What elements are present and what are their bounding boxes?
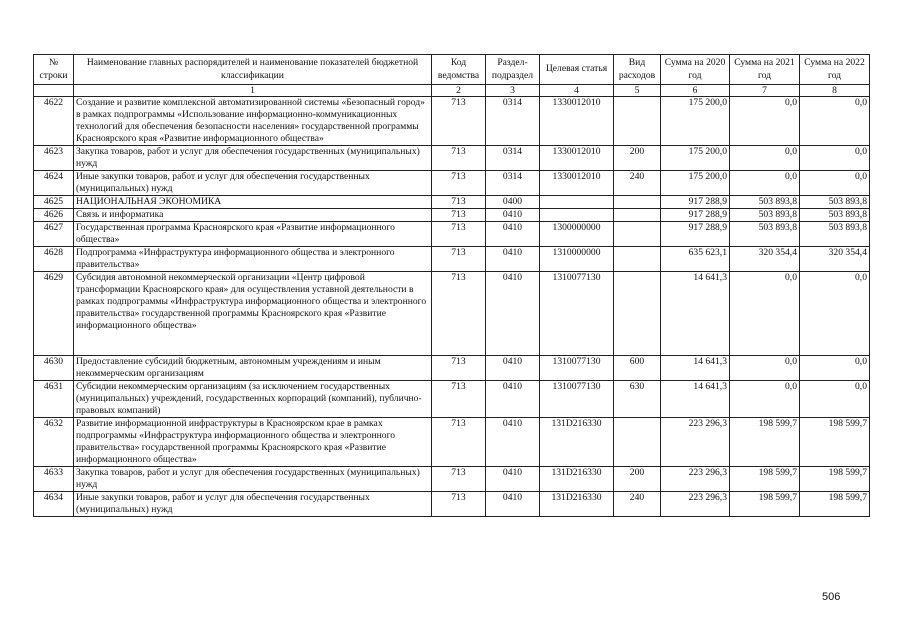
header-sum-2021: Сумма на 2021 год [730,55,800,85]
row-section: 0314 [486,97,540,146]
header-target-article: Целевая статья [540,55,614,85]
row-sum-2021: 0,0 [730,381,800,418]
column-number: 2 [432,85,486,97]
header-dept-code: Код ведомства [432,55,486,85]
row-dept-code: 713 [432,356,486,381]
row-section: 0314 [486,171,540,196]
row-expense-type [614,247,661,272]
row-dept-code: 713 [432,467,486,492]
column-number: 4 [540,85,614,97]
row-number: 4623 [34,146,74,171]
row-number: 4622 [34,97,74,146]
row-number: 4633 [34,467,74,492]
row-dept-code: 713 [432,171,486,196]
row-name: Подпрограмма «Инфраструктура информационного общества и электронного правительства» [74,247,432,272]
row-target-article [540,196,614,209]
row-sum-2022: 0,0 [800,381,870,418]
table-row [34,222,870,247]
row-section: 0410 [486,492,540,517]
row-number: 4630 [34,356,74,381]
row-section: 0410 [486,209,540,222]
row-expense-type: 240 [614,492,661,517]
row-sum-2021: 0,0 [730,171,800,196]
row-target-article: 1310077130 [540,356,614,381]
header-section: Раздел-подраздел [486,55,540,85]
header-expense-type: Вид расходов [614,55,661,85]
column-number [34,85,74,97]
column-number: 3 [486,85,540,97]
row-sum-2021: 0,0 [730,146,800,171]
row-sum-2020: 635 623,1 [661,247,730,272]
row-sum-2021: 320 354,4 [730,247,800,272]
row-sum-2020: 917 288,9 [661,222,730,247]
row-name: Создание и развитие комплексной автоматизированной системы «Безопасный город» в рамках подпрограммы «Использование информационно-коммуникационных технологий для обеспечения безопасности населения» государственной программы Красноярского края «Развитие информационного общества» [74,97,432,146]
row-number: 4625 [34,196,74,209]
row-sum-2021: 198 599,7 [730,467,800,492]
row-name: Государственная программа Красноярского края «Развитие информационного общества» [74,222,432,247]
row-number: 4628 [34,247,74,272]
column-number: 1 [74,85,432,97]
table-row [34,209,870,222]
row-sum-2020: 14 641,3 [661,381,730,418]
row-target-article: 131D216330 [540,467,614,492]
row-sum-2020: 223 296,3 [661,418,730,467]
row-sum-2022: 198 599,7 [800,467,870,492]
row-name: Иные закупки товаров, работ и услуг для обеспечения государственных (муниципальных) нужд [74,492,432,517]
row-sum-2020: 223 296,3 [661,492,730,517]
row-target-article: 1310077130 [540,381,614,418]
table-row [34,171,870,196]
column-number: 5 [614,85,661,97]
row-expense-type [614,272,661,356]
row-section: 0410 [486,418,540,467]
row-number: 4634 [34,492,74,517]
row-number: 4629 [34,272,74,356]
table-row [34,467,870,492]
row-number: 4632 [34,418,74,467]
row-target-article: 1310077130 [540,272,614,356]
row-sum-2021: 198 599,7 [730,492,800,517]
row-sum-2020: 917 288,9 [661,196,730,209]
row-section: 0400 [486,196,540,209]
table-row [34,196,870,209]
row-sum-2022: 503 893,8 [800,196,870,209]
row-sum-2020: 917 288,9 [661,209,730,222]
row-target-article: 1310000000 [540,247,614,272]
table-row [34,418,870,467]
row-section: 0410 [486,467,540,492]
row-name: Иные закупки товаров, работ и услуг для обеспечения государственных (муниципальных) нужд [74,171,432,196]
row-number: 4624 [34,171,74,196]
header-name: Наименование главных распорядителей и наименование показателей бюджетной классификации [74,55,432,85]
row-sum-2022: 503 893,8 [800,222,870,247]
row-dept-code: 713 [432,418,486,467]
row-name: НАЦИОНАЛЬНАЯ ЭКОНОМИКА [74,196,432,209]
table-row [34,247,870,272]
row-section: 0410 [486,356,540,381]
row-sum-2020: 175 200,0 [661,146,730,171]
table-row [34,492,870,517]
row-section: 0410 [486,272,540,356]
row-number: 4627 [34,222,74,247]
table-row [34,381,870,418]
row-sum-2022: 0,0 [800,272,870,356]
page-number: 506 [822,591,841,603]
row-target-article: 131D216330 [540,418,614,467]
row-name: Субсидия автономной некоммерческой организации «Центр цифровой трансформации Красноярского края» для осуществления уставной деятельности в рамках подпрограммы «Инфраструктура информационного общества и электронного правительства» государственной программы Красноярского края «Развитие информационного общества» [74,272,432,356]
table-row [34,146,870,171]
row-sum-2022: 0,0 [800,356,870,381]
row-section: 0410 [486,222,540,247]
table-row [34,272,870,356]
row-sum-2020: 175 200,0 [661,171,730,196]
row-target-article: 1330012010 [540,97,614,146]
row-expense-type: 630 [614,381,661,418]
column-number: 8 [800,85,870,97]
row-sum-2021: 198 599,7 [730,418,800,467]
row-number: 4631 [34,381,74,418]
row-dept-code: 713 [432,492,486,517]
row-sum-2022: 0,0 [800,97,870,146]
row-dept-code: 713 [432,222,486,247]
row-target-article: 131D216330 [540,492,614,517]
row-target-article [540,209,614,222]
row-sum-2022: 198 599,7 [800,418,870,467]
row-section: 0314 [486,146,540,171]
row-section: 0410 [486,381,540,418]
budget-table [33,54,870,517]
row-target-article: 1330012010 [540,171,614,196]
row-dept-code: 713 [432,209,486,222]
budget-sheet [33,54,869,517]
column-number-row [34,85,870,97]
row-expense-type: 240 [614,171,661,196]
row-expense-type: 600 [614,356,661,381]
row-sum-2020: 14 641,3 [661,272,730,356]
row-expense-type [614,418,661,467]
row-sum-2021: 0,0 [730,356,800,381]
row-expense-type [614,97,661,146]
row-target-article: 1330012010 [540,146,614,171]
row-sum-2020: 175 200,0 [661,97,730,146]
row-expense-type [614,209,661,222]
row-sum-2022: 0,0 [800,146,870,171]
row-sum-2021: 0,0 [730,97,800,146]
table-header-row [34,55,870,85]
header-row-number: № строки [34,55,74,85]
row-expense-type [614,222,661,247]
row-name: Закупка товаров, работ и услуг для обеспечения государственных (муниципальных) нужд [74,467,432,492]
table-body [34,97,870,517]
row-dept-code: 713 [432,146,486,171]
row-name: Субсидии некоммерческим организациям (за исключением государственных (муниципальных) учреждений, государственных корпораций (компаний), публично-правовых компаний) [74,381,432,418]
row-sum-2021: 503 893,8 [730,196,800,209]
table-row [34,356,870,381]
row-name: Развитие информационной инфраструктуры в Красноярском крае в рамках подпрограммы «Инфраструктура информационного общества и электронного правительства» государственной программы Красноярского края «Развитие информационного общества» [74,418,432,467]
row-section: 0410 [486,247,540,272]
row-dept-code: 713 [432,196,486,209]
row-name: Связь и информатика [74,209,432,222]
row-name: Предоставление субсидий бюджетным, автономным учреждениям и иным некоммерческим организациям [74,356,432,381]
row-name: Закупка товаров, работ и услуг для обеспечения государственных (муниципальных) нужд [74,146,432,171]
header-sum-2020: Сумма на 2020 год [661,55,730,85]
row-sum-2021: 503 893,8 [730,209,800,222]
column-number: 7 [730,85,800,97]
row-sum-2020: 14 641,3 [661,356,730,381]
column-number: 6 [661,85,730,97]
row-dept-code: 713 [432,272,486,356]
row-sum-2022: 320 354,4 [800,247,870,272]
row-sum-2021: 0,0 [730,272,800,356]
row-sum-2022: 198 599,7 [800,492,870,517]
row-dept-code: 713 [432,97,486,146]
row-expense-type: 200 [614,467,661,492]
row-target-article: 1300000000 [540,222,614,247]
row-sum-2022: 0,0 [800,171,870,196]
row-sum-2020: 223 296,3 [661,467,730,492]
header-sum-2022: Сумма на 2022 год [800,55,870,85]
table-row [34,97,870,146]
row-expense-type [614,196,661,209]
row-expense-type: 200 [614,146,661,171]
row-dept-code: 713 [432,247,486,272]
row-sum-2022: 503 893,8 [800,209,870,222]
row-number: 4626 [34,209,74,222]
row-sum-2021: 503 893,8 [730,222,800,247]
row-dept-code: 713 [432,381,486,418]
